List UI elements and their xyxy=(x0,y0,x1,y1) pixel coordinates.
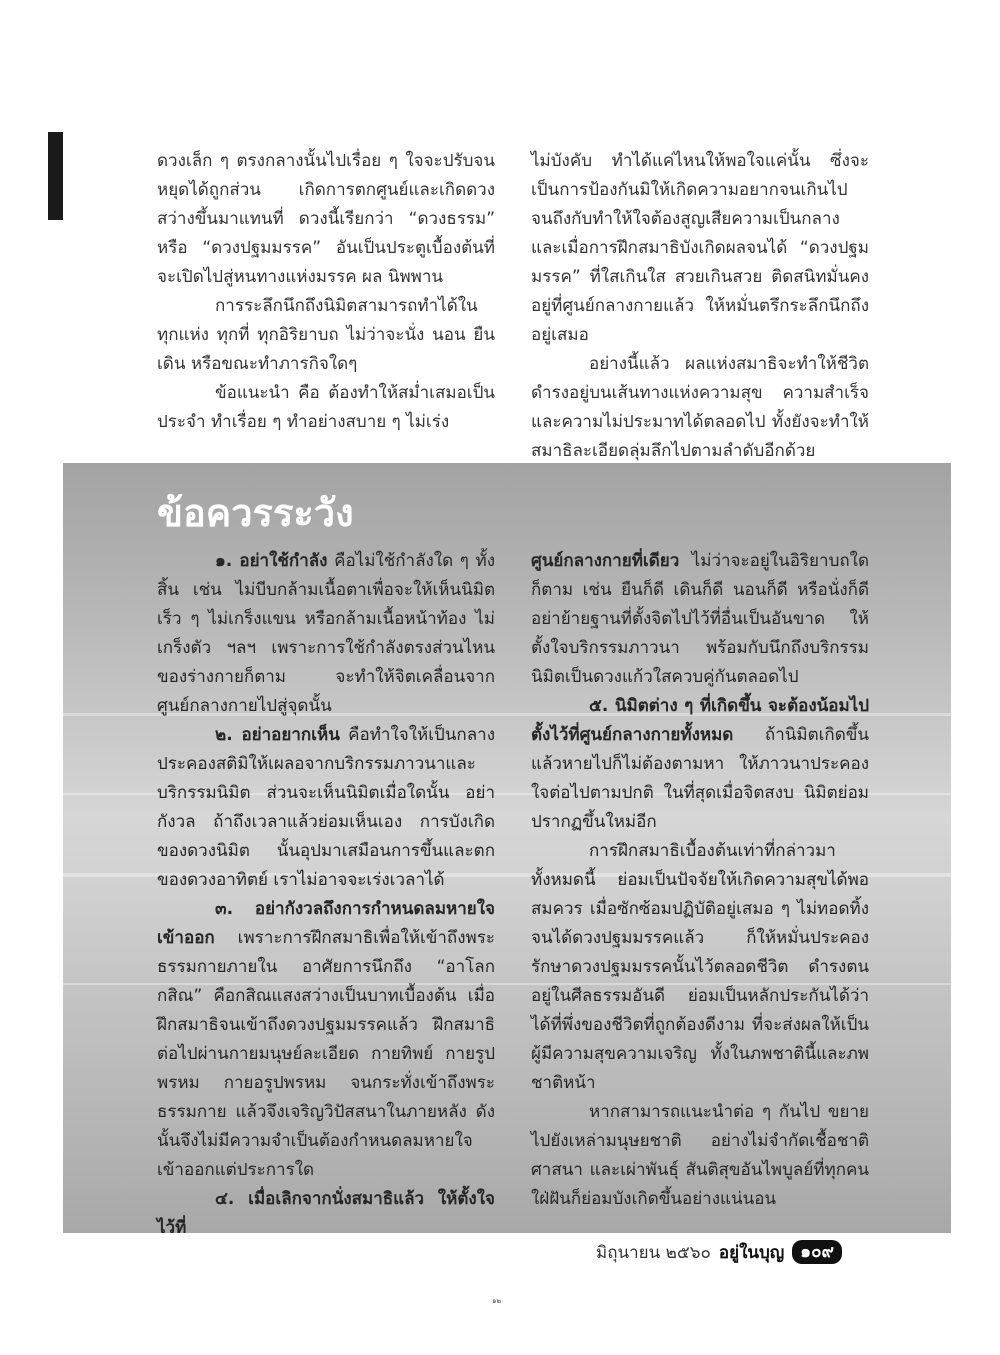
print-mark: ๑๒ xyxy=(492,1297,502,1305)
caution-item-4 xyxy=(157,1185,495,1233)
caution-item-5 xyxy=(531,692,869,837)
side-accent-bar xyxy=(48,132,63,220)
caution-heading: ๕. นิมิตต่าง ๆ ที่เกิดขึ้น จะต้องน้อมไปตั้งไว้ที่ศูนย์กลางกายทั้งหมด xyxy=(531,696,869,745)
caution-heading: ๓. อย่ากังวลถึงการกำหนดลมหายใจเข้าออก xyxy=(157,899,495,948)
caution-text: คือไม่ใช้กำลังใด ๆ ทั้งสิ้น เช่น ไม่บีบกล้ามเนื้อตาเพื่อจะให้เห็นนิมิตเร็ว ๆ ไม่เกร็งแขน หรือกล้ามเนื้อหน้าท้อง ไม่เกร็งตัว ฯลฯ เพราะการใช้กำลังตรงส่วนไหนของร่างกายก็ตาม จะทำให้จิตเคลื่อนจากศูนย์กลางกายไปสู่จุดนั้น xyxy=(157,551,495,716)
caution-item-2 xyxy=(157,721,495,895)
paragraph: การระลึกนึกถึงนิมิตสามารถทำได้ในทุกแห่ง ทุกที่ ทุกอิริยาบถ ไม่ว่าจะนั่ง นอน ยืน เดิน หรือขณะทำภารกิจใดๆ xyxy=(157,296,495,374)
paragraph: ดวงเล็ก ๆ ตรงกลางนั้นไปเรื่อย ๆ ใจจะปรับจนหยุดได้ถูกส่วน เกิดการตกศูนย์และเกิดดวงสว่างขึ้นมาแทนที่ ดวงนี้เรียกว่า “ดวงธรรม” หรือ “ดวงปฐมมรรค” อันเป็นประตูเบื้องต้นที่จะเปิดไปสู่หนทางแห่งมรรค ผล นิพพาน xyxy=(157,151,495,287)
caution-heading: ๑. อย่าใช้กำลัง xyxy=(215,551,328,571)
paragraph: ไม่บังคับ ทำได้แค่ไหนให้พอใจแค่นั้น ซึ่งจะเป็นการป้องกันมิให้เกิดความอยากจนเกินไป จนถึงกับทำให้ใจต้องสูญเสียความเป็นกลาง และเมื่อการฝึกสมาธิบังเกิดผลจนได้ “ดวงปฐมมรรค” ที่ใสเกินใส สวยเกินสวย ติดสนิทมั่นคงอยู่ที่ศูนย์กลางกายแล้ว ให้หมั่นตรึกระลึกนึกถึงอยู่เสมอ xyxy=(531,151,869,345)
caution-text: ถ้านิมิตเกิดขึ้นแล้วหายไปก็ไม่ต้องตามหา ให้ภาวนาประคองใจต่อไปตามปกติ ในที่สุดเมื่อจิตสงบ นิมิตย่อมปรากฏขึ้นใหม่อีก xyxy=(531,725,869,832)
cautions-box xyxy=(63,463,951,1233)
paragraph: หากสามารถแนะนำต่อ ๆ กันไป ขยายไปยังเหล่ามนุษยชาติ อย่างไม่จำกัดเชื้อชาติ ศาสนา และเผ่าพันธุ์ สันติสุขอันไพบูลย์ที่ทุกคนใฝ่ฝันก็ย่อมบังเกิดขึ้นอย่างแน่นอน xyxy=(531,1102,869,1209)
top-right-column xyxy=(531,147,869,466)
top-left-column xyxy=(157,147,495,437)
caution-heading: ๔. เมื่อเลิกจากนั่งสมาธิแล้ว ให้ตั้งใจไว้ที่ xyxy=(157,1189,495,1233)
cautions-right-column xyxy=(531,547,869,1214)
issue-date: มิถุนายน ๒๕๖๐ xyxy=(596,1242,711,1263)
page-footer xyxy=(596,1238,842,1266)
caution-item-3 xyxy=(157,895,495,1185)
magazine-name: อยู่ในบุญ xyxy=(718,1242,785,1263)
caution-heading: ๒. อย่าอยากเห็น xyxy=(215,725,340,745)
caution-item-1 xyxy=(157,547,495,721)
caution-heading: ศูนย์กลางกายที่เดียว xyxy=(531,551,680,571)
caution-text: คือทำใจให้เป็นกลาง ประคองสติมิให้เผลอจากบริกรรมภาวนาและบริกรรมนิมิต ส่วนจะเห็นนิมิตเมื่อใดนั้น อย่ากังวล ถ้าถึงเวลาแล้วย่อมเห็นเอง การบังเกิดของดวงนิมิต นั้นอุปมาเสมือนการขึ้นและตกของดวงอาทิตย์ เราไม่อาจจะเร่งเวลาได้ xyxy=(157,725,495,890)
page-number: ๑๐๙ xyxy=(792,1240,842,1264)
paragraph: อย่างนี้แล้ว ผลแห่งสมาธิจะทำให้ชีวิตดำรงอยู่บนเส้นทางแห่งความสุข ความสำเร็จและความไม่ประมาทได้ตลอดไป ทั้งยังจะทำให้สมาธิละเอียดลุ่มลึกไปตามลำดับอีกด้วย xyxy=(531,354,869,461)
caution-text: ไม่ว่าจะอยู่ในอิริยาบถใดก็ตาม เช่น ยืนก็ดี เดินก็ดี นอนก็ดี หรือนั่งก็ดี อย่าย้ายฐานที่ตั้งจิตไปไว้ที่อื่นเป็นอันขาด ให้ตั้งใจบริกรรมภาวนา พร้อมกับนึกถึงบริกรรมนิมิตเป็นดวงแก้วใสควบคู่กันตลอดไป xyxy=(531,551,869,687)
caution-item-4-continued xyxy=(531,547,869,692)
caution-text: เพราะการฝึกสมาธิเพื่อให้เข้าถึงพระธรรมกายภายใน อาศัยการนึกถึง “อาโลกกสิณ” คือกสิณแสงสว่างเป็นบาทเบื้องต้น เมื่อฝึกสมาธิจนเข้าถึงดวงปฐมมรรคแล้ว ฝึกสมาธิต่อไปผ่านกายมนุษย์ละเอียด กายทิพย์ กายรูปพรหม กายอรูปพรหม จนกระทั่งเข้าถึงพระธรรมกาย แล้วจึงเจริญวิปัสสนาในภายหลัง ดังนั้นจึงไม่มีความจำเป็นต้องกำหนดลมหายใจเข้าออกแต่ประการใด xyxy=(157,928,495,1180)
cautions-left-column xyxy=(157,547,495,1233)
paragraph: การฝึกสมาธิเบื้องต้นเท่าที่กล่าวมาทั้งหมดนี้ ย่อมเป็นปัจจัยให้เกิดความสุขได้พอสมควร เมื่อซักซ้อมปฏิบัติอยู่เสมอ ๆ ไม่ทอดทิ้ง จนได้ดวงปฐมมรรคแล้ว ก็ให้หมั่นประคองรักษาดวงปฐมมรรคนั้นไว้ตลอดชีวิต ดำรงตนอยู่ในศีลธรรมอันดี ย่อมเป็นหลักประกันได้ว่า ได้ที่พึ่งของชีวิตที่ถูกต้องดีงาม ที่จะส่งผลให้เป็นผู้มีความสุขความเจริญ ทั้งในภพชาตินี้และภพชาติหน้า xyxy=(531,841,869,1093)
paragraph: ข้อแนะนำ คือ ต้องทำให้สม่ำเสมอเป็นประจำ ทำเรื่อย ๆ ทำอย่างสบาย ๆ ไม่เร่ง xyxy=(157,383,495,432)
section-title: ข้อควรระวัง xyxy=(157,491,354,535)
